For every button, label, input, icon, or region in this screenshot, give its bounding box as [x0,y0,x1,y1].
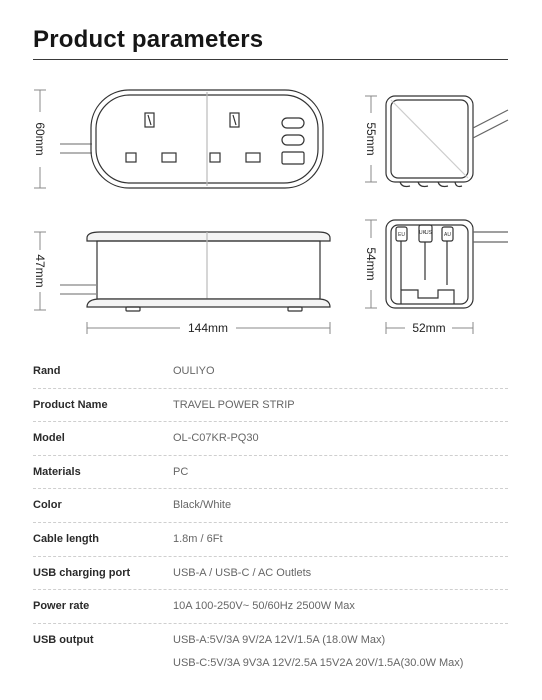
plug-label-eu: EU [398,232,405,238]
spec-key: Cable length [33,532,100,545]
top-height-label: 60mm [33,122,47,156]
side-view-drawing [386,96,508,187]
spec-key: Color [33,499,62,512]
width-label: 52mm [412,321,446,335]
spec-value: PC [173,465,189,478]
spec-key: Model [33,432,65,445]
spec-row-color [33,489,508,523]
spec-row-product-name [33,389,508,423]
spec-key: Materials [33,465,81,478]
spec-row-cable-length [33,523,508,557]
length-label: 144mm [187,321,229,335]
spec-row-usb-charging-port [33,557,508,591]
plug-label-uk: UK [419,230,426,236]
spec-value: Black/White [173,499,232,512]
spec-key: USB output [33,633,94,646]
spec-value: TRAVEL POWER STRIP [173,398,295,411]
spec-value: OULIYO [173,365,215,377]
spec-row-model [33,422,508,456]
side-height-bottom-label: 54mm [364,247,378,281]
spec-value: 10A 100-250V~ 50/60Hz 2500W Max [173,600,355,613]
spec-value: USB-A / USB-C / AC Outlets [173,566,312,579]
spec-row-materials [33,456,508,490]
plug-label-au: AU [444,232,451,238]
spec-value: OL-C07KR-PQ30 [173,432,259,445]
front-height-label: 47mm [33,254,47,288]
spec-row-power-rate [33,590,508,624]
spec-key: Rand [33,365,61,377]
spec-row-usb-output [33,624,508,657]
spec-key: Product Name [33,398,108,411]
page-title: Product parameters [33,26,264,53]
spec-value: 1.8m / 6Ft [173,532,223,545]
spec-value: USB-A:5V/3A 9V/2A 12V/1.5A (18.0W Max) [173,633,386,646]
spec-key: USB charging port [33,566,131,579]
spec-key: Power rate [33,600,90,613]
front-view-drawing [60,232,330,311]
plug-label-us: US [425,230,432,236]
spec-table [33,355,508,656]
usb-output-line-2: USB-C:5V/3A 9V3A 12V/2.5A 15V2A 20V/1.5A(30.0W Max) [173,657,464,669]
spec-row-rand [33,355,508,389]
side-height-top-label: 55mm [364,122,378,156]
top-view-drawing [60,90,323,188]
